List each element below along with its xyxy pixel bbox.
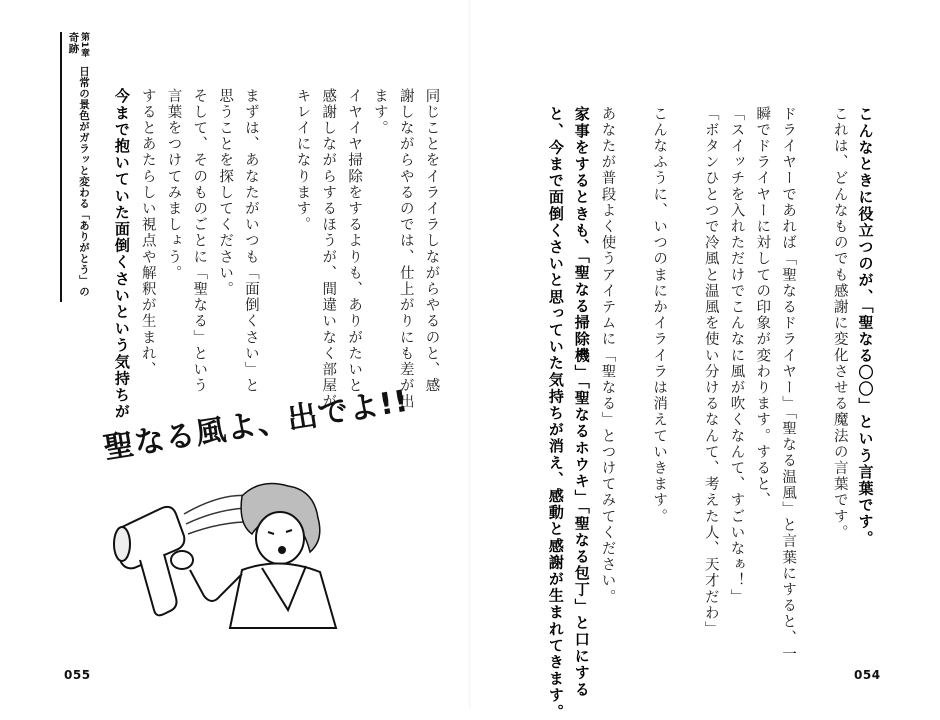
left-page-text-column: まずは、あなたがいつも「面倒くさい」と	[242, 88, 259, 394]
right-page-text-column: 「スイッチを入れただけでこんなに風が吹くなんて、すごいなぁ！」	[728, 106, 745, 606]
left-page-text-column: 今まで抱いていた面倒くさいという気持ちが	[112, 88, 131, 420]
right-page-text-column: ドライヤーであれば「聖なるドライヤー」「聖なる温風」と言葉にすると、一	[780, 106, 797, 663]
left-page-text-column: ます。	[371, 88, 388, 137]
left-page-text-column: 感謝しながらするほうが、間違いなく部屋が	[320, 88, 337, 410]
chapter-title: 日常の景色がガラッと変わる「ありがとう」の奇跡	[67, 32, 90, 297]
illustration-caption: 聖なる風よ、出でよ!!	[101, 383, 412, 467]
left-page-text-column: するとあたらしい視点や解釈が生まれ、	[139, 88, 156, 378]
right-page-text-column: と、今まで面倒くさいと思っていた気持ちが消え、感動と感謝が生まれてきます。	[546, 106, 565, 720]
right-page-text-column: 「ボタンひとつで冷風と温風を使い分けるなんて、考えた人、天才だわ」	[702, 106, 719, 638]
right-page-text-column: あなたが普段よく使うアイテムに「聖なる」とつけてみてください。	[599, 106, 616, 606]
left-page-text-column: 言葉をつけてみましょう。	[165, 88, 182, 282]
chapter-label: 第1章	[79, 32, 89, 58]
left-page-text-column: キレイになります。	[294, 88, 311, 233]
right-page-text-column: 家事をするときも、「聖なる掃除機」「聖なるホウキ」「聖なる包丁」と口にする	[572, 106, 591, 698]
left-page-text-column: 謝しながらやるのでは、仕上がりにも差が出	[397, 88, 414, 410]
right-page-text-column: 瞬でドライヤーに対しての印象が変わります。すると、	[754, 106, 771, 509]
page-gutter	[469, 0, 471, 709]
left-page-text-column: イヤイヤ掃除をするよりも、ありがたいと	[346, 88, 363, 394]
right-page-text-column: こんなふうに、いつのまにかイライラは消えていきます。	[651, 106, 668, 525]
page-number-left: 055	[64, 668, 91, 682]
left-page-text-column: 同じことをイライラしながらやるのと、感	[423, 88, 440, 394]
right-page-text-column: これは、どんなものでも感謝に変化させる魔法の言葉です。	[831, 106, 848, 541]
left-page-text-column: 思うことを探してください。	[217, 88, 234, 298]
left-page-text-column: そして、そのものごとに「聖なる」という	[191, 88, 208, 394]
page-number-right: 054	[854, 668, 881, 682]
right-page-text-column: こんなときに役立つのが、「聖なる〇〇」という言葉です。	[856, 106, 875, 547]
running-head	[60, 32, 89, 302]
